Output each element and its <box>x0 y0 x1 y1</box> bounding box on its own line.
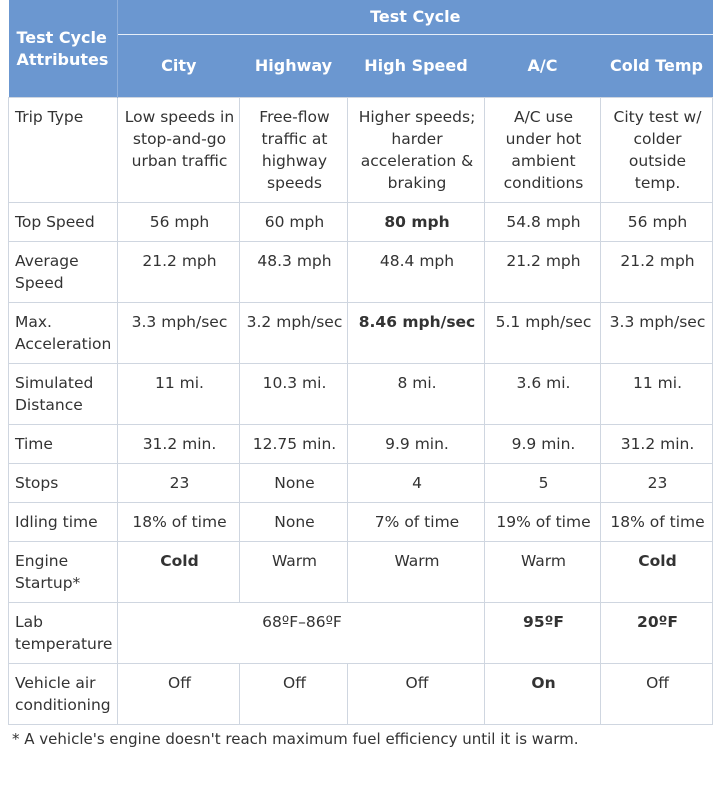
header-attributes: Test Cycle Attributes <box>9 0 118 98</box>
table-cell: 18% of time <box>601 503 713 542</box>
header-city: City <box>118 35 240 98</box>
table-cell: Warm <box>485 542 601 603</box>
table-cell: 5 <box>485 464 601 503</box>
header-row-group <box>9 0 713 35</box>
table-cell: Free-flow traffic at highway speeds <box>240 98 348 203</box>
table-cell: 3.3 mph/sec <box>118 303 240 364</box>
row-label: Time <box>9 425 118 464</box>
table-row <box>9 603 713 664</box>
table-cell: Off <box>118 664 240 725</box>
table-cell: City test w/ colder outside temp. <box>601 98 713 203</box>
table-row <box>9 364 713 425</box>
table-cell: Off <box>240 664 348 725</box>
header-cold-temp: Cold Temp <box>601 35 713 98</box>
table-row <box>9 503 713 542</box>
table-row <box>9 98 713 203</box>
table-cell: 18% of time <box>118 503 240 542</box>
table-cell: 11 mi. <box>601 364 713 425</box>
table-cell: Warm <box>240 542 348 603</box>
table-cell: 10.3 mi. <box>240 364 348 425</box>
table-cell: 80 mph <box>348 203 485 242</box>
row-label: Vehicle air conditioning <box>9 664 118 725</box>
header-ac: A/C <box>485 35 601 98</box>
table-cell: None <box>240 464 348 503</box>
table-cell: Low speeds in stop-and-go urban traffic <box>118 98 240 203</box>
table-cell: 3.3 mph/sec <box>601 303 713 364</box>
table-row <box>9 242 713 303</box>
row-label: Stops <box>9 464 118 503</box>
table-row <box>9 464 713 503</box>
table-cell: Higher speeds; harder acceleration & braking <box>348 98 485 203</box>
table-cell: 56 mph <box>118 203 240 242</box>
table-cell: 21.2 mph <box>118 242 240 303</box>
table-cell: 56 mph <box>601 203 713 242</box>
table-cell: 68ºF–86ºF <box>118 603 485 664</box>
table-cell: 8.46 mph/sec <box>348 303 485 364</box>
table-cell: 5.1 mph/sec <box>485 303 601 364</box>
table-cell: 54.8 mph <box>485 203 601 242</box>
table-cell: 7% of time <box>348 503 485 542</box>
table-cell: 3.6 mi. <box>485 364 601 425</box>
table-cell: 8 mi. <box>348 364 485 425</box>
header-highway: Highway <box>240 35 348 98</box>
table-cell: 48.3 mph <box>240 242 348 303</box>
table-cell: 31.2 min. <box>118 425 240 464</box>
table-cell: 21.2 mph <box>601 242 713 303</box>
row-label: Max. Acceleration <box>9 303 118 364</box>
header-test-cycle: Test Cycle <box>118 0 713 35</box>
row-label: Lab temperature <box>9 603 118 664</box>
table-cell: 3.2 mph/sec <box>240 303 348 364</box>
table-cell: 31.2 min. <box>601 425 713 464</box>
table-row <box>9 303 713 364</box>
table-cell: None <box>240 503 348 542</box>
table-cell: Off <box>348 664 485 725</box>
table-cell: 4 <box>348 464 485 503</box>
table-cell: 11 mi. <box>118 364 240 425</box>
table-cell: On <box>485 664 601 725</box>
table-cell: 12.75 min. <box>240 425 348 464</box>
row-label: Simulated Distance <box>9 364 118 425</box>
row-label: Top Speed <box>9 203 118 242</box>
table-cell: 95ºF <box>485 603 601 664</box>
table-cell: Off <box>601 664 713 725</box>
table-row <box>9 425 713 464</box>
table-row <box>9 542 713 603</box>
test-cycle-table <box>8 0 713 725</box>
table-cell: 23 <box>601 464 713 503</box>
row-label: Idling time <box>9 503 118 542</box>
table-row <box>9 664 713 725</box>
table-cell: A/C use under hot ambient conditions <box>485 98 601 203</box>
table-cell: 9.9 min. <box>348 425 485 464</box>
table-cell: 21.2 mph <box>485 242 601 303</box>
table-cell: 19% of time <box>485 503 601 542</box>
table-cell: 20ºF <box>601 603 713 664</box>
table-cell: Cold <box>601 542 713 603</box>
table-cell: 9.9 min. <box>485 425 601 464</box>
footnote: * A vehicle's engine doesn't reach maximum fuel efficiency until it is warm. <box>12 730 579 748</box>
table-cell: Warm <box>348 542 485 603</box>
table-row <box>9 203 713 242</box>
table-cell: Cold <box>118 542 240 603</box>
table-cell: 23 <box>118 464 240 503</box>
row-label: Average Speed <box>9 242 118 303</box>
table-cell: 48.4 mph <box>348 242 485 303</box>
row-label: Engine Startup* <box>9 542 118 603</box>
table-cell: 60 mph <box>240 203 348 242</box>
row-label: Trip Type <box>9 98 118 203</box>
header-high-speed: High Speed <box>348 35 485 98</box>
